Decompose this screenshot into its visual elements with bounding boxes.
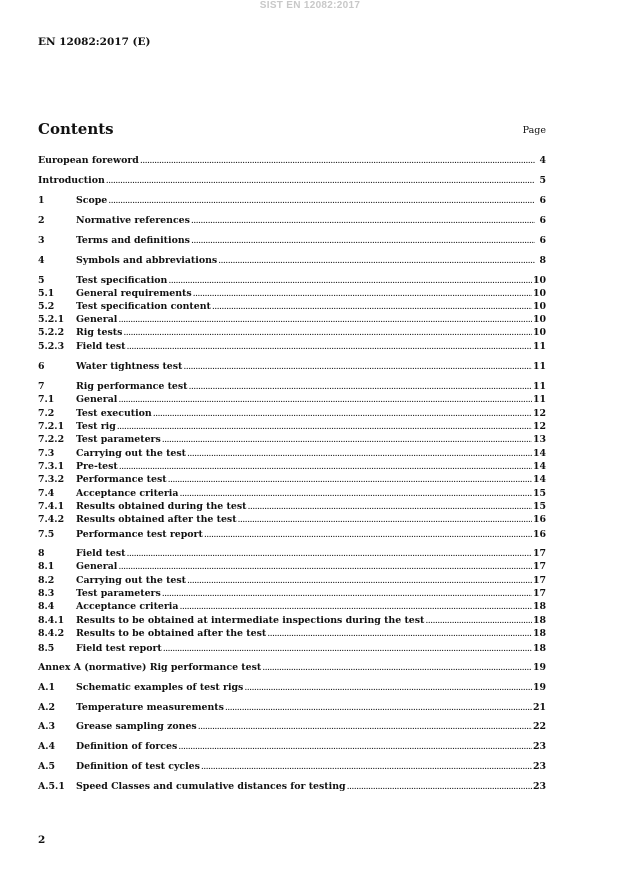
toc-entry[interactable]	[38, 501, 546, 513]
toc-entry-page: 23	[532, 781, 546, 792]
toc-dot-leader	[193, 288, 532, 300]
toc-dot-leader	[262, 662, 532, 674]
toc-entry-page: 18	[532, 628, 546, 639]
toc-dot-leader	[153, 408, 532, 420]
toc-entry[interactable]	[38, 761, 546, 773]
toc-entry-page: 10	[532, 327, 546, 338]
toc-dot-leader	[118, 394, 532, 406]
toc-dot-leader	[225, 702, 532, 714]
toc-entry-title: Terms and definitions	[76, 235, 190, 246]
toc-dot-leader	[247, 501, 532, 513]
toc-entry-number: 8.4.2	[38, 628, 65, 639]
toc-entry-page: 18	[532, 615, 546, 626]
toc-dot-leader	[347, 781, 532, 793]
toc-entry-number: 5.1	[38, 288, 55, 299]
toc-entry-number: 5.2.3	[38, 341, 65, 352]
toc-dot-leader	[140, 155, 535, 167]
toc-entry[interactable]	[38, 275, 546, 287]
toc-entry-number: 5.2.1	[38, 314, 65, 325]
toc-entry-title: Test parameters	[76, 434, 161, 445]
toc-entry-number: A.3	[38, 721, 56, 732]
toc-entry-title: Field test	[76, 341, 126, 352]
toc-dot-leader	[118, 561, 532, 573]
toc-entry-title: European foreword	[38, 155, 139, 166]
toc-entry-title: Acceptance criteria	[76, 488, 179, 499]
toc-entry-title: Schematic examples of test rigs	[76, 682, 244, 693]
toc-entry[interactable]	[38, 314, 546, 326]
toc-entry[interactable]	[38, 421, 546, 433]
toc-entry-number: 7.1	[38, 394, 55, 405]
toc-entry-number: A.5	[38, 761, 56, 772]
toc-entry[interactable]	[38, 628, 546, 640]
toc-dot-leader	[179, 601, 532, 613]
toc-entry-number: A.1	[38, 682, 56, 693]
toc-entry-page: 19	[532, 682, 546, 693]
page-title: Contents	[38, 120, 114, 138]
toc-entry-page: 11	[532, 341, 546, 352]
toc-entry[interactable]	[38, 588, 546, 600]
toc-entry-number: 8.1	[38, 561, 55, 572]
toc-entry-page: 12	[532, 421, 546, 432]
toc-entry-page: 10	[532, 314, 546, 325]
toc-dot-leader	[162, 588, 532, 600]
toc-entry-number: 7	[38, 381, 45, 392]
toc-entry[interactable]	[38, 175, 546, 187]
toc-entry-title: Annex A (normative) Rig performance test	[38, 662, 262, 673]
toc-entry[interactable]	[38, 255, 546, 267]
toc-entry-page: 17	[532, 588, 546, 599]
toc-entry-title: Test execution	[76, 408, 152, 419]
toc-entry-number: 5	[38, 275, 45, 286]
toc-entry[interactable]	[38, 195, 546, 207]
toc-dot-leader	[191, 235, 535, 247]
toc-entry-title: General	[76, 561, 118, 572]
toc-entry-number: 8.3	[38, 588, 55, 599]
toc-entry[interactable]	[38, 235, 546, 247]
toc-entry-title: Introduction	[38, 175, 105, 186]
toc-entry[interactable]	[38, 215, 546, 227]
toc-dot-leader	[168, 275, 532, 287]
toc-entry-title: Results to be obtained after the test	[76, 628, 267, 639]
toc-dot-leader	[126, 548, 531, 560]
toc-entry[interactable]	[38, 381, 546, 393]
toc-dot-leader	[212, 301, 532, 313]
toc-entry-title: Test specification content	[76, 301, 211, 312]
toc-entry-number: 7.3	[38, 448, 55, 459]
toc-entry-page: 18	[532, 643, 546, 654]
toc-entry-page: 14	[532, 474, 546, 485]
toc-dot-leader	[425, 615, 532, 627]
toc-entry-number: 7.4.1	[38, 501, 65, 512]
toc-dot-leader	[126, 341, 531, 353]
toc-entry-number: 7.4.2	[38, 514, 65, 525]
toc-entry[interactable]	[38, 721, 546, 733]
toc-entry[interactable]	[38, 461, 546, 473]
toc-entry[interactable]	[38, 643, 546, 655]
toc-entry-page: 6	[539, 215, 546, 226]
toc-entry-number: 2	[38, 215, 45, 226]
toc-entry[interactable]	[38, 662, 546, 674]
toc-dot-leader	[106, 175, 535, 187]
toc-entry-title: Symbols and abbreviations	[76, 255, 218, 266]
toc-entry-number: A.2	[38, 702, 56, 713]
toc-entry[interactable]	[38, 448, 546, 460]
toc-dot-leader	[238, 514, 532, 526]
toc-entry-page: 22	[532, 721, 546, 732]
toc-entry-number: 3	[38, 235, 45, 246]
toc-entry-title: Acceptance criteria	[76, 601, 179, 612]
toc-entry-number: 8.4	[38, 601, 55, 612]
toc-dot-leader	[244, 682, 532, 694]
page-column-label: Page	[522, 125, 546, 136]
toc-entry[interactable]	[38, 702, 546, 714]
toc-dot-leader	[204, 529, 532, 541]
toc-entry-title: Field test report	[76, 643, 162, 654]
toc-entry[interactable]	[38, 474, 546, 486]
toc-entry-number: 8.2	[38, 575, 55, 586]
toc-entry-page: 19	[532, 662, 546, 673]
toc-entry-number: 6	[38, 361, 45, 372]
toc-entry[interactable]	[38, 529, 546, 541]
toc-entry[interactable]	[38, 361, 546, 373]
toc-entry-title: General	[76, 314, 118, 325]
toc-entry-number: 7.2.1	[38, 421, 65, 432]
toc-entry-page: 14	[532, 448, 546, 459]
toc-dot-leader	[168, 474, 532, 486]
toc-entry-title: Rig tests	[76, 327, 123, 338]
toc-entry[interactable]	[38, 488, 546, 500]
toc-entry-title: Carrying out the test	[76, 575, 187, 586]
toc-entry-page: 11	[532, 394, 546, 405]
toc-entry-page: 18	[532, 601, 546, 612]
toc-entry-title: Definition of forces	[76, 741, 178, 752]
toc-entry-page: 17	[532, 561, 546, 572]
toc-entry[interactable]	[38, 781, 546, 793]
toc-entry-page: 10	[532, 288, 546, 299]
toc-entry-number: 8	[38, 548, 45, 559]
toc-entry-page: 23	[532, 741, 546, 752]
toc-entry-page: 16	[532, 529, 546, 540]
watermark: SIST EN 12082:2017	[259, 0, 361, 11]
toc-entry-number: 8.4.1	[38, 615, 65, 626]
toc-entry-number: 7.2.2	[38, 434, 65, 445]
toc-entry[interactable]	[38, 408, 546, 420]
toc-dot-leader	[162, 434, 532, 446]
toc-entry[interactable]	[38, 394, 546, 406]
toc-dot-leader	[183, 361, 532, 373]
toc-dot-leader	[178, 741, 532, 753]
toc-entry-page: 15	[532, 501, 546, 512]
toc-entry-number: 4	[38, 255, 45, 266]
toc-dot-leader	[187, 448, 532, 460]
toc-entry[interactable]	[38, 615, 546, 627]
toc-entry-number: 1	[38, 195, 45, 206]
toc-entry-page: 10	[532, 275, 546, 286]
toc-dot-leader	[118, 314, 532, 326]
toc-entry-title: Temperature measurements	[76, 702, 224, 713]
toc-entry-title: Test rig	[76, 421, 116, 432]
toc-entry-number: 5.2	[38, 301, 55, 312]
toc-dot-leader	[191, 215, 535, 227]
toc-entry-title: Results obtained during the test	[76, 501, 247, 512]
toc-entry-title: Speed Classes and cumulative distances for testing	[76, 781, 346, 792]
toc-entry-number: 7.4	[38, 488, 55, 499]
toc-entry[interactable]	[38, 341, 546, 353]
toc-entry-title: Rig performance test	[76, 381, 188, 392]
toc-entry-title: Performance test report	[76, 529, 203, 540]
toc-entry[interactable]	[38, 548, 546, 560]
document-header: EN 12082:2017 (E)	[38, 36, 151, 48]
toc-entry[interactable]	[38, 682, 546, 694]
toc-entry-title: Field test	[76, 548, 126, 559]
toc-entry-number: 8.5	[38, 643, 55, 654]
toc-entry[interactable]	[38, 434, 546, 446]
toc-entry-title: Grease sampling zones	[76, 721, 197, 732]
toc-dot-leader	[179, 488, 532, 500]
toc-dot-leader	[123, 327, 532, 339]
toc-entry-page: 4	[539, 155, 546, 166]
toc-entry-page: 17	[532, 548, 546, 559]
toc-entry-page: 13	[532, 434, 546, 445]
toc-entry-title: Performance test	[76, 474, 167, 485]
toc-dot-leader	[218, 255, 535, 267]
toc-entry-title: Test parameters	[76, 588, 161, 599]
toc-entry-page: 6	[539, 235, 546, 246]
toc-entry[interactable]	[38, 155, 546, 167]
toc-entry-title: Test specification	[76, 275, 168, 286]
toc-entry-title: General requirements	[76, 288, 192, 299]
toc-entry-number: 7.5	[38, 529, 55, 540]
toc-dot-leader	[117, 421, 532, 433]
toc-entry-page: 8	[539, 255, 546, 266]
toc-dot-leader	[198, 721, 532, 733]
toc-entry[interactable]	[38, 741, 546, 753]
toc-entry-page: 10	[532, 301, 546, 312]
page-number: 2	[38, 834, 46, 846]
toc-dot-leader	[267, 628, 532, 640]
toc-entry-page: 5	[539, 175, 546, 186]
toc-entry-page: 11	[532, 381, 546, 392]
toc-entry[interactable]	[38, 301, 546, 313]
toc-entry-title: Normative references	[76, 215, 190, 226]
toc-entry-page: 12	[532, 408, 546, 419]
toc-entry-title: Results obtained after the test	[76, 514, 237, 525]
toc-entry[interactable]	[38, 561, 546, 573]
toc-entry[interactable]	[38, 288, 546, 300]
toc-entry-page: 15	[532, 488, 546, 499]
toc-dot-leader	[187, 575, 532, 587]
toc-entry-number: A.5.1	[38, 781, 65, 792]
toc-entry[interactable]	[38, 575, 546, 587]
toc-dot-leader	[108, 195, 535, 207]
toc-entry-page: 6	[539, 195, 546, 206]
toc-entry-page: 14	[532, 461, 546, 472]
toc-entry[interactable]	[38, 327, 546, 339]
toc-entry-title: General	[76, 394, 118, 405]
toc-dot-leader	[189, 381, 532, 393]
toc-entry[interactable]	[38, 514, 546, 526]
toc-entry-page: 17	[532, 575, 546, 586]
toc-entry-page: 11	[532, 361, 546, 372]
toc-dot-leader	[201, 761, 532, 773]
toc-entry-page: 21	[532, 702, 546, 713]
toc-entry-title: Water tightness test	[76, 361, 183, 372]
toc-entry-title: Pre-test	[76, 461, 118, 472]
toc-entry-page: 16	[532, 514, 546, 525]
toc-entry[interactable]	[38, 601, 546, 613]
toc-entry-number: 7.3.1	[38, 461, 65, 472]
toc-dot-leader	[119, 461, 532, 473]
toc-entry-title: Definition of test cycles	[76, 761, 200, 772]
toc-entry-number: 5.2.2	[38, 327, 65, 338]
toc-entry-title: Scope	[76, 195, 108, 206]
toc-entry-page: 23	[532, 761, 546, 772]
toc-entry-number: 7.2	[38, 408, 55, 419]
toc-entry-number: A.4	[38, 741, 56, 752]
toc-entry-number: 7.3.2	[38, 474, 65, 485]
toc-dot-leader	[163, 643, 532, 655]
toc-entry-title: Carrying out the test	[76, 448, 187, 459]
toc-entry-title: Results to be obtained at intermediate inspections during the test	[76, 615, 425, 626]
